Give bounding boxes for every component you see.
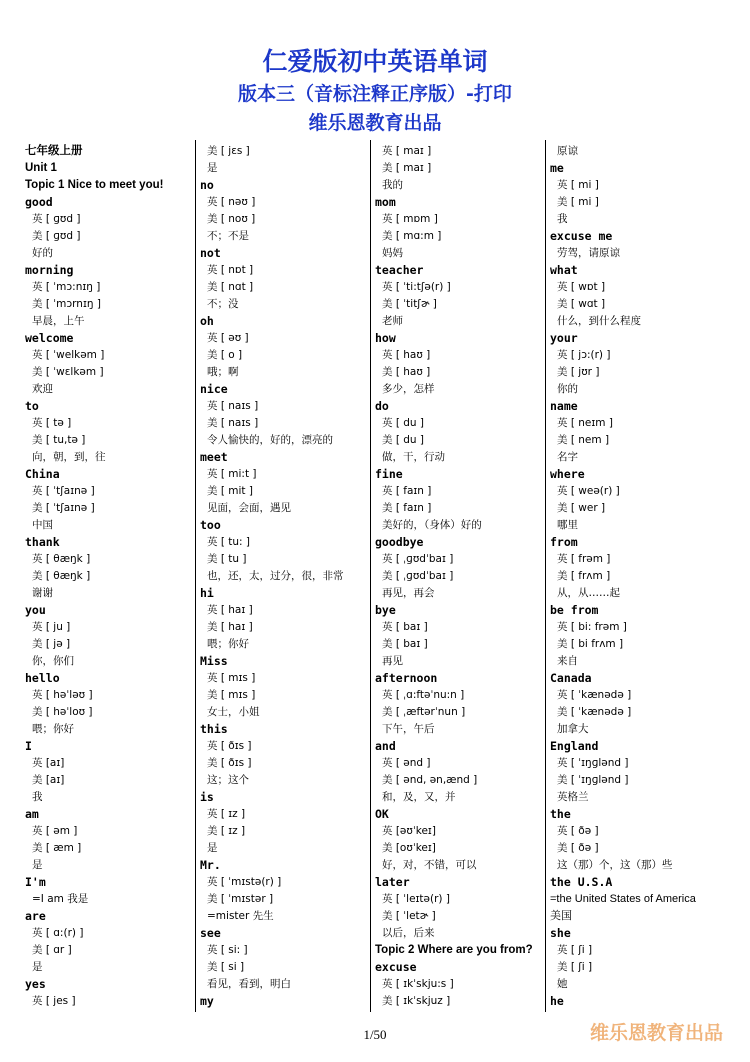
vocab-word: nice	[200, 382, 228, 396]
vocab-word: not	[200, 246, 221, 260]
definition: =mister 先生	[207, 910, 274, 922]
phonetic: 美 [ jʊr ]	[557, 366, 600, 378]
vocab-word: yes	[25, 977, 46, 991]
definition: 这（那）个，这（那）些	[557, 859, 673, 871]
phonetic: 美 [ ðə ]	[557, 842, 599, 854]
phonetic: 美 [ ˌæftərˈnun ]	[382, 706, 466, 718]
phonetic: 美 [ ˈkænədə ]	[557, 706, 632, 718]
definition: 你的	[557, 383, 578, 395]
phonetic: 美 [ ɪkˈskjuz ]	[382, 995, 451, 1007]
vocab-word: England	[550, 739, 599, 753]
column-divider	[195, 140, 196, 1012]
definition: 哪里	[557, 519, 578, 531]
definition: 再见	[382, 655, 403, 667]
phonetic: 英 [ tu: ]	[207, 536, 251, 548]
phonetic: 英 [ ɪz ]	[207, 808, 246, 820]
vocab-word: later	[375, 875, 410, 889]
vocab-word: meet	[200, 450, 228, 464]
phonetic: 英 [ ˌɑ:ftəˈnu:n ]	[382, 689, 465, 701]
phonetic: 英 [ əm ]	[32, 825, 78, 837]
note: =the United States of America	[550, 893, 696, 905]
phonetic: 美 [ wɑt ]	[557, 298, 606, 310]
phonetic: 英 [ ˈmɪstə(r) ]	[207, 876, 282, 888]
phonetic: 美 [ wer ]	[557, 502, 606, 514]
definition: 也，还，太，过分，很，非常	[207, 570, 344, 582]
vocab-word: bye	[375, 603, 396, 617]
definition: 喂；你好	[32, 723, 74, 735]
definition: 是	[32, 961, 43, 973]
phonetic: 英 [ si: ]	[207, 944, 248, 956]
phonetic: 英 [ ʃi ]	[557, 944, 593, 956]
definition: 不；没	[207, 298, 239, 310]
phonetic: 美 [ ənd, ən,ænd ]	[382, 774, 478, 786]
phonetic: 英 [ mi ]	[557, 179, 599, 191]
phonetic: 英 [ ˈleɪtə(r) ]	[382, 893, 450, 905]
phonetic: 英 [ θæŋk ]	[32, 553, 91, 565]
watermark: 维乐恩教育出品	[590, 1022, 724, 1044]
phonetic: 美 [ ˈmɪstər ]	[207, 893, 274, 905]
vocab-word: China	[25, 467, 60, 481]
phonetic: 美 [ nɑt ]	[207, 281, 254, 293]
phonetic: 美 [ ˈwɛlkəm ]	[32, 366, 104, 378]
definition: 英格兰	[557, 791, 589, 803]
vocab-word: goodbye	[375, 535, 424, 549]
vocab-word: afternoon	[375, 671, 438, 685]
definition: 美好的，（身体）好的	[382, 519, 482, 531]
column-divider	[370, 140, 371, 1012]
definition: 妈妈	[382, 247, 403, 259]
vocab-word: hi	[200, 586, 214, 600]
phonetic: 美 [ du ]	[382, 434, 425, 446]
phonetic: 美 [ mit ]	[207, 485, 253, 497]
phonetic: 英 [ ˌɡʊdˈbaɪ ]	[382, 553, 454, 565]
definition: 我	[32, 791, 43, 803]
phonetic: 美 [ jə ]	[32, 638, 71, 650]
definition: 好，对，不错，可以	[382, 859, 477, 871]
phonetic: 英 [ ˈkænədə ]	[557, 689, 632, 701]
definition: 你，你们	[32, 655, 74, 667]
phonetic: 英 [ maɪ ]	[382, 145, 432, 157]
phonetic: 英 [ jes ]	[32, 995, 76, 1007]
phonetic: 美 [ noʊ ]	[207, 213, 256, 225]
vocab-word: your	[550, 331, 578, 345]
definition: 中国	[32, 519, 53, 531]
definition: 从，从……起	[557, 587, 620, 599]
phonetic: 美 [ ˌɡʊdˈbaɪ ]	[382, 570, 454, 582]
definition: 我	[557, 213, 568, 225]
phonetic: 英 [ naɪs ]	[207, 400, 259, 412]
definition: 老师	[382, 315, 403, 327]
phonetic: 英 [ bi: frəm ]	[557, 621, 627, 633]
phonetic: 英 [ baɪ ]	[382, 621, 428, 633]
phonetic: 美 [ ʃi ]	[557, 961, 593, 973]
phonetic: 英 [ ənd ]	[382, 757, 431, 769]
phonetic: 美 [ nem ]	[557, 434, 610, 446]
definition: 是	[32, 859, 43, 871]
phonetic: 美 [ frʌm ]	[557, 570, 611, 582]
phonetic: 英 [ nəʊ ]	[207, 196, 256, 208]
vocab-word: the U.S.A	[550, 875, 613, 889]
phonetic: 美 [ ˈtitʃɚ ]	[382, 298, 437, 310]
phonetic: 英 [ wɒt ]	[557, 281, 606, 293]
phonetic: 英 [ ˈti:tʃə(r) ]	[382, 281, 451, 293]
document-subtitle: 版本三（音标注释正序版）-打印	[238, 83, 512, 105]
phonetic: 英 [ haɪ ]	[207, 604, 253, 616]
vocab-word: hello	[25, 671, 60, 685]
definition: 做，干，行动	[382, 451, 445, 463]
phonetic: 英 [ mi:t ]	[207, 468, 257, 480]
definition: 这；这个	[207, 774, 249, 786]
definition: 见面，会面，遇见	[207, 502, 291, 514]
phonetic: 美 [ ðɪs ]	[207, 757, 252, 769]
vocab-word: teacher	[375, 263, 424, 277]
vocab-word: Mr.	[200, 858, 221, 872]
phonetic: 英 [ ju ]	[32, 621, 71, 633]
phonetic: 美 [ ˈtʃaɪnə ]	[32, 502, 95, 514]
phonetic: 美 [ mi ]	[557, 196, 599, 208]
phonetic: 英 [ ˈtʃaɪnə ]	[32, 485, 95, 497]
phonetic: 美 [ baɪ ]	[382, 638, 428, 650]
phonetic: 美 [ bi frʌm ]	[557, 638, 624, 650]
vocab-word: the	[550, 807, 571, 821]
vocab-word: mom	[375, 195, 396, 209]
column-divider	[545, 140, 546, 1012]
vocab-column-4	[550, 143, 720, 1010]
vocab-word: to	[25, 399, 39, 413]
vocab-column-3	[375, 143, 545, 1010]
vocab-column-2	[200, 143, 370, 1010]
definition: 是	[207, 162, 218, 174]
phonetic: 英 [ həˈləʊ ]	[32, 689, 93, 701]
definition: 再见，再会	[382, 587, 435, 599]
phonetic: 英 [əʊˈkeɪ]	[382, 825, 436, 837]
section-heading: Topic 2 Where are you from?	[375, 944, 533, 956]
vocab-word: Miss	[200, 654, 228, 668]
definition: 欢迎	[32, 383, 53, 395]
vocab-word: you	[25, 603, 46, 617]
definition: 我的	[382, 179, 403, 191]
vocab-word: too	[200, 518, 221, 532]
vocab-word: excuse	[375, 960, 417, 974]
definition: 加拿大	[557, 723, 589, 735]
definition: 谢谢	[32, 587, 53, 599]
definition: 喂；你好	[207, 638, 249, 650]
definition: 原谅	[557, 145, 578, 157]
phonetic: 美 [ tu,tə ]	[32, 434, 86, 446]
vocab-word: and	[375, 739, 396, 753]
definition: 哦；啊	[207, 366, 239, 378]
vocab-word: this	[200, 722, 228, 736]
vocab-word: excuse me	[550, 229, 613, 243]
phonetic: 英 [ faɪn ]	[382, 485, 432, 497]
phonetic: 美 [ jɛs ]	[207, 145, 250, 157]
section-heading: Topic 1 Nice to meet you!	[25, 179, 164, 191]
phonetic: 美 [ mɪs ]	[207, 689, 256, 701]
definition: 好的	[32, 247, 53, 259]
phonetic: 英 [ əʊ ]	[207, 332, 249, 344]
vocab-word: am	[25, 807, 39, 821]
phonetic: 美 [ tu ]	[207, 553, 247, 565]
vocab-word: oh	[200, 314, 214, 328]
phonetic: 英 [ du ]	[382, 417, 425, 429]
phonetic: 英 [ mɒm ]	[382, 213, 438, 225]
phonetic: 英 [ neɪm ]	[557, 417, 613, 429]
phonetic: 美 [ faɪn ]	[382, 502, 432, 514]
publisher-line: 维乐恩教育出品	[308, 112, 442, 134]
phonetic: 美 [ si ]	[207, 961, 245, 973]
phonetic: 英 [ ɡʊd ]	[32, 213, 81, 225]
phonetic: 美 [ ɪz ]	[207, 825, 246, 837]
vocab-word: be from	[550, 603, 599, 617]
vocab-word: she	[550, 926, 571, 940]
phonetic: 英 [ ðə ]	[557, 825, 599, 837]
definition: 不；不是	[207, 230, 249, 242]
vocab-word: OK	[375, 807, 389, 821]
phonetic: 美 [ həˈloʊ ]	[32, 706, 93, 718]
vocab-word: what	[550, 263, 578, 277]
vocab-word: is	[200, 790, 214, 804]
definition: 以后，后来	[382, 927, 435, 939]
vocab-word: from	[550, 535, 578, 549]
vocab-word: fine	[375, 467, 403, 481]
phonetic: 美 [ ɡʊd ]	[32, 230, 81, 242]
note: 美国	[550, 910, 572, 922]
phonetic: 英 [ ɑ:(r) ]	[32, 927, 84, 939]
phonetic: 英 [aɪ]	[32, 757, 65, 769]
phonetic: 美 [ o ]	[207, 349, 243, 361]
phonetic: 英 [ ðɪs ]	[207, 740, 252, 752]
definition: 名字	[557, 451, 578, 463]
phonetic: 美 [ maɪ ]	[382, 162, 432, 174]
definition: 她	[557, 978, 568, 990]
phonetic: 英 [ weə(r) ]	[557, 485, 620, 497]
vocab-word: do	[375, 399, 389, 413]
phonetic: 美 [ ˈletɚ ]	[382, 910, 436, 922]
definition: 多少，怎样	[382, 383, 435, 395]
definition: 女士，小姐	[207, 706, 260, 718]
phonetic: 美 [aɪ]	[32, 774, 65, 786]
phonetic: 美 [ mɑ:m ]	[382, 230, 442, 242]
page-number: 1/50	[363, 1027, 387, 1042]
section-heading: Unit 1	[25, 162, 57, 174]
phonetic: 英 [ ɪkˈskju:s ]	[382, 978, 454, 990]
definition: 劳驾，请原谅	[557, 247, 620, 259]
definition: 向，朝，到，往	[32, 451, 106, 463]
definition: 和，及，又，并	[382, 791, 456, 803]
phonetic: 美 [ ɑr ]	[32, 944, 72, 956]
phonetic: 美 [oʊˈkeɪ]	[382, 842, 436, 854]
phonetic: 英 [ haʊ ]	[382, 349, 431, 361]
vocab-column-1	[25, 143, 195, 1010]
vocab-word: no	[200, 178, 214, 192]
vocab-word: morning	[25, 263, 74, 277]
section-heading: 七年级上册	[25, 145, 83, 157]
definition: =I am 我是	[32, 893, 89, 905]
phonetic: 英 [ tə ]	[32, 417, 72, 429]
vocab-word: Canada	[550, 671, 592, 685]
definition: 下午，午后	[382, 723, 435, 735]
definition: 什么，到什么程度	[557, 315, 641, 327]
definition: 令人愉快的，好的，漂亮的	[207, 434, 333, 446]
definition: 早晨，上午	[32, 315, 85, 327]
definition: 来自	[557, 655, 578, 667]
definition: 是	[207, 842, 218, 854]
vocab-word: name	[550, 399, 578, 413]
definition: 看见，看到，明白	[207, 978, 291, 990]
phonetic: 英 [ frəm ]	[557, 553, 611, 565]
phonetic: 美 [ haʊ ]	[382, 366, 431, 378]
vocab-word: thank	[25, 535, 60, 549]
phonetic: 美 [ naɪs ]	[207, 417, 259, 429]
vocab-word: my	[200, 994, 214, 1008]
phonetic: 美 [ haɪ ]	[207, 621, 253, 633]
vocab-word: are	[25, 909, 46, 923]
vocab-word: I	[25, 739, 32, 753]
vocab-word: he	[550, 994, 564, 1008]
phonetic: 美 [ ˈmɔrnɪŋ ]	[32, 298, 101, 310]
phonetic: 英 [ ˈwelkəm ]	[32, 349, 105, 361]
document-title: 仁爱版初中英语单词	[262, 47, 488, 76]
phonetic: 英 [ jɔ:(r) ]	[557, 349, 611, 361]
phonetic: 美 [ θæŋk ]	[32, 570, 91, 582]
vocab-word: where	[550, 467, 585, 481]
vocab-word: me	[550, 161, 564, 175]
phonetic: 英 [ ˈɪŋɡlənd ]	[557, 757, 629, 769]
phonetic: 英 [ ˈmɔ:nɪŋ ]	[32, 281, 101, 293]
vocab-word: good	[25, 195, 53, 209]
phonetic: 英 [ nɒt ]	[207, 264, 254, 276]
vocab-word: how	[375, 331, 396, 345]
vocab-word: see	[200, 926, 221, 940]
vocab-word: welcome	[25, 331, 74, 345]
vocab-word: I'm	[25, 875, 46, 889]
phonetic: 美 [ ˈɪŋɡlənd ]	[557, 774, 629, 786]
phonetic: 美 [ æm ]	[32, 842, 82, 854]
phonetic: 英 [ mɪs ]	[207, 672, 256, 684]
